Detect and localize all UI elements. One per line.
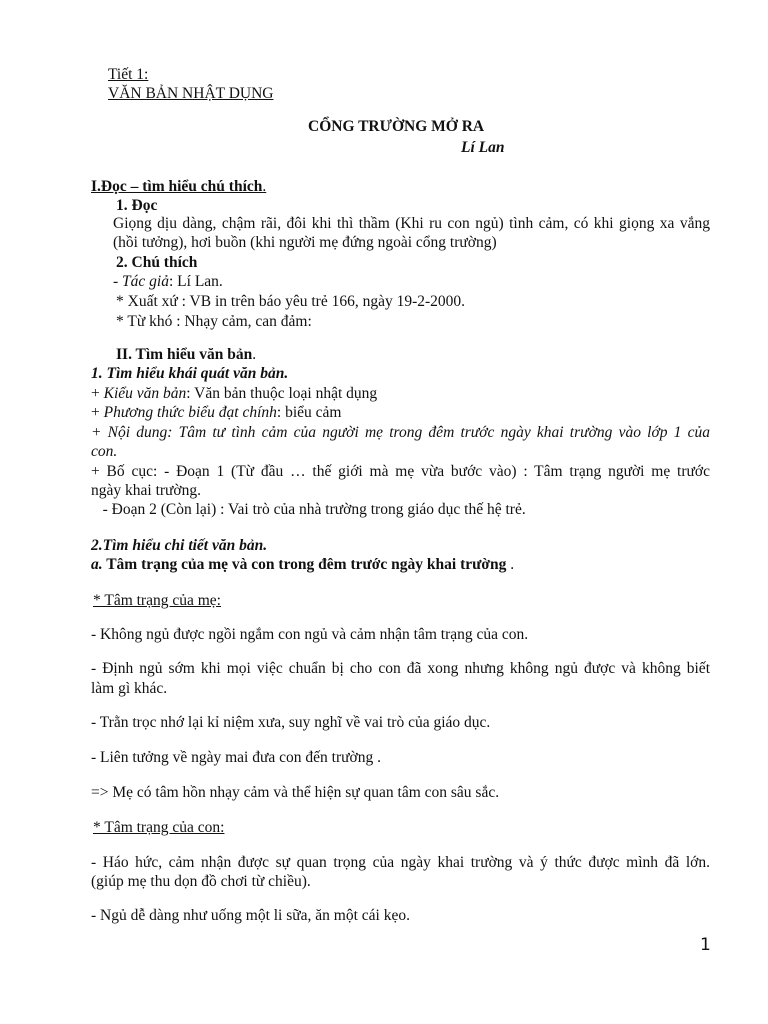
mother-item-2-line-1: - Định ngủ sớm khi mọi việc chuẩn bị cho con đã xong nhưng không ngủ được và không biết	[91, 660, 710, 677]
child-item-1-line-1: - Háo hức, cảm nhận được sự quan trọng của ngày khai trường và ý thức được mình đã lớn.	[91, 854, 710, 871]
child-item-1-line-2: (giúp mẹ thu dọn đồ chơi từ chiều).	[91, 873, 311, 890]
child-heading: * Tâm trạng của con:	[93, 819, 225, 836]
mother-item-1: - Không ngủ được ngồi ngắm con ngủ và cảm nhận tâm trạng của con.	[91, 626, 529, 643]
subsection-a-heading: a. Tâm trạng của mẹ và con trong đêm trước ngày khai trường .	[91, 556, 515, 573]
layout-line-1: + Bố cục: - Đoạn 1 (Từ đầu … thế giới mà mẹ vừa bước vào) : Tâm trạng người mẹ trước	[91, 463, 710, 480]
doc-line-2: (hồi tưởng), hơi buồn (khi người mẹ đứng ngoài cổng trường)	[113, 234, 497, 251]
notes-heading: 2. Chú thích	[116, 254, 198, 271]
mother-heading: * Tâm trạng của mẹ:	[93, 592, 221, 609]
origin-note: * Xuất xứ : VB in trên báo yêu trẻ 166, ngày 19-2-2000.	[116, 293, 466, 310]
category-label: VĂN BẢN NHẬT DỤNG	[108, 85, 274, 102]
layout-line-2: ngày khai trường.	[91, 482, 202, 499]
document-title: CỔNG TRƯỜNG MỞ RA	[308, 118, 485, 135]
overview-heading: 1. Tìm hiểu khái quát văn bản.	[91, 365, 289, 382]
author-note: - Tác giả: Lí Lan.	[113, 273, 223, 290]
page-number: 1	[700, 935, 711, 955]
section2-heading: II. Tìm hiểu văn bản.	[116, 346, 257, 363]
mother-item-2-line-2: làm gì khác.	[91, 680, 168, 697]
layout-line-3: - Đoạn 2 (Còn lại) : Vai trò của nhà trường trong giáo dục thế hệ trẻ.	[91, 501, 526, 518]
child-item-2: - Ngủ dễ dàng như uống một li sữa, ăn một cái kẹo.	[91, 907, 410, 924]
mother-item-4: - Liên tưởng về ngày mai đưa con đến trường .	[91, 749, 381, 766]
doc-line-1: Giọng dịu dàng, chậm rãi, đôi khi thì thầm (Khi ru con ngủ) tình cảm, có khi giọng xa vắng	[113, 215, 710, 232]
vocab-note: * Từ khó : Nhạy cảm, can đảm:	[116, 313, 312, 330]
detail-heading: 2.Tìm hiểu chi tiết văn bản.	[91, 537, 268, 554]
mother-conclusion: => Mẹ có tâm hồn nhạy cảm và thể hiện sự quan tâm con sâu sắc.	[91, 784, 500, 801]
type-line: + Kiểu văn bản: Văn bản thuộc loại nhật dụng	[91, 385, 378, 402]
lesson-label: Tiết 1:	[108, 66, 149, 83]
author-name: Lí Lan	[461, 139, 505, 156]
doc-heading: 1. Đọc	[116, 197, 158, 214]
content-line-1: + Nội dung: Tâm tư tình cảm của người mẹ trong đêm trước ngày khai trường vào lớp 1 của	[91, 424, 710, 441]
content-line-2: con.	[91, 443, 118, 460]
mother-item-3: - Trằn trọc nhớ lại kỉ niệm xưa, suy nghĩ về vai trò của giáo dục.	[91, 714, 491, 731]
section1-heading: I.Đọc – tìm hiểu chú thích.	[91, 178, 267, 195]
mode-line: + Phương thức biểu đạt chính: biểu cảm	[91, 404, 342, 421]
